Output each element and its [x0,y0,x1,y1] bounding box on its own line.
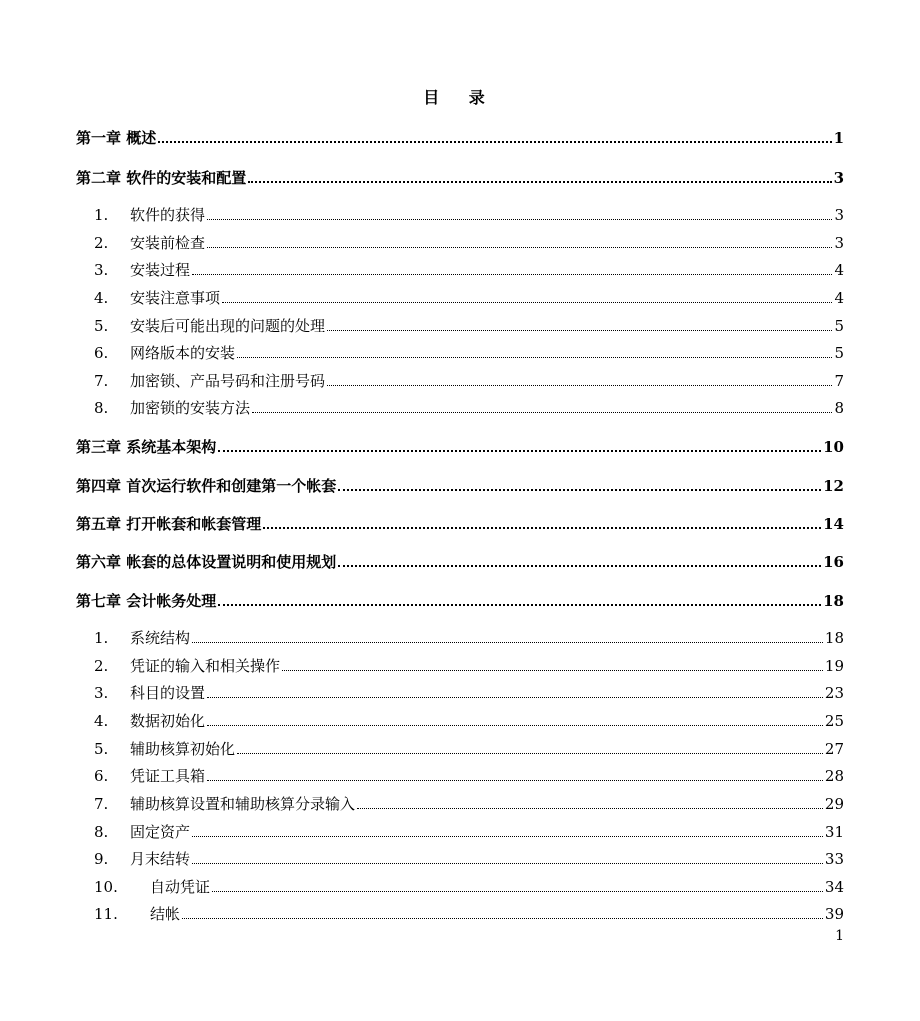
toc-item[interactable] [76,904,844,924]
item-page: 18 [824,629,844,647]
dot-leader [218,438,821,452]
toc-chapter-1[interactable] [76,128,844,148]
dot-leader [212,879,823,892]
dot-leader [282,658,823,671]
item-label: 数据初始化 [130,712,206,730]
item-page: 19 [824,657,844,675]
item-page: 34 [824,878,844,896]
dot-leader [192,851,823,864]
dot-leader [207,713,823,726]
toc-item[interactable] [76,849,844,869]
item-label: 系统结构 [130,629,191,647]
toc-item[interactable] [76,316,844,336]
toc-chapter-4[interactable] [76,476,844,496]
item-page: 3 [834,206,844,224]
toc-chapter-3[interactable] [76,437,844,457]
toc-title: 目 录 [423,88,497,107]
item-label: 科目的设置 [130,684,206,702]
chapter-label: 第六章 帐套的总体设置说明和使用规划 [76,553,337,571]
chapter-page: 10 [823,438,844,456]
dot-leader [237,345,832,358]
item-number: 1. [94,629,109,647]
item-label: 网络版本的安装 [130,344,236,362]
item-label: 安装注意事项 [130,289,221,307]
toc-chapter-5[interactable] [76,514,844,534]
item-number: 2. [94,657,109,675]
toc-item[interactable] [76,711,844,731]
item-page: 29 [824,795,844,813]
item-number: 6. [94,767,109,785]
item-page: 23 [824,684,844,702]
chapter-page: 3 [833,169,844,187]
dot-leader [207,768,823,781]
item-number: 8. [94,823,109,841]
chapter-page: 12 [823,477,844,495]
item-page: 7 [834,372,844,390]
toc-item[interactable] [76,794,844,814]
chapter-label: 第三章 系统基本架构 [76,438,217,456]
item-page: 27 [824,740,844,758]
item-label: 凭证的输入和相关操作 [130,657,281,675]
toc-item[interactable] [76,288,844,308]
item-number: 3. [94,684,109,702]
dot-leader [327,318,832,331]
dot-leader [338,477,821,491]
dot-leader [338,553,821,567]
item-number: 1. [94,206,109,224]
item-number: 2. [94,234,109,252]
item-number: 8. [94,399,109,417]
item-label: 安装后可能出现的问题的处理 [130,317,326,335]
toc-item[interactable] [76,371,844,391]
dot-leader [263,515,821,529]
chapter-page: 16 [823,553,844,571]
toc-item[interactable] [76,260,844,280]
item-number: 9. [94,850,109,868]
toc-item[interactable] [76,398,844,418]
item-label: 凭证工具箱 [130,767,206,785]
page-number-footer: 1 [835,928,844,944]
chapter-label: 第四章 首次运行软件和创建第一个帐套 [76,477,337,495]
item-page: 3 [834,234,844,252]
item-label: 辅助核算初始化 [130,740,236,758]
toc-item[interactable] [76,822,844,842]
item-number: 10. [94,878,118,896]
dot-leader [252,400,832,413]
dot-leader [207,235,832,248]
chapter-label: 第二章 软件的安装和配置 [76,169,247,187]
item-page: 4 [834,261,844,279]
dot-leader [327,373,832,386]
dot-leader [192,824,823,837]
item-number: 5. [94,317,109,335]
chapter-label: 第一章 概述 [76,129,157,147]
item-page: 25 [824,712,844,730]
item-page: 5 [834,344,844,362]
toc-chapter-2[interactable] [76,168,844,188]
item-page: 31 [824,823,844,841]
item-label: 安装前检查 [130,234,206,252]
toc-item[interactable] [76,628,844,648]
item-number: 3. [94,261,109,279]
toc-item[interactable] [76,205,844,225]
toc-item[interactable] [76,766,844,786]
dot-leader [182,906,823,919]
item-page: 33 [824,850,844,868]
chapter-page: 14 [823,515,844,533]
toc-item[interactable] [76,343,844,363]
item-label: 安装过程 [130,261,191,279]
dot-leader [218,592,821,606]
item-number: 11. [94,905,118,923]
dot-leader [222,290,832,303]
chapter-label: 第五章 打开帐套和帐套管理 [76,515,262,533]
item-number: 7. [94,795,109,813]
toc-item[interactable] [76,877,844,897]
toc-item[interactable] [76,656,844,676]
toc-chapter-7[interactable] [76,591,844,611]
item-number: 7. [94,372,109,390]
dot-leader [248,169,831,183]
toc-item[interactable] [76,739,844,759]
dot-leader [207,685,823,698]
chapter-label: 第七章 会计帐务处理 [76,592,217,610]
dot-leader [192,630,823,643]
item-label: 辅助核算设置和辅助核算分录输入 [130,795,356,813]
dot-leader [207,207,832,220]
item-page: 5 [834,317,844,335]
dot-leader [357,796,823,809]
item-label: 加密锁的安装方法 [130,399,251,417]
item-number: 4. [94,289,109,307]
item-page: 28 [824,767,844,785]
item-number: 6. [94,344,109,362]
dot-leader [192,262,832,275]
item-page: 4 [834,289,844,307]
item-label: 加密锁、产品号码和注册号码 [130,372,326,390]
item-label: 固定资产 [130,823,191,841]
item-number: 4. [94,712,109,730]
dot-leader [158,129,831,143]
chapter-page: 1 [833,129,844,147]
item-label: 自动凭证 [150,878,211,896]
toc-item[interactable] [76,683,844,703]
item-page: 39 [824,905,844,923]
toc-chapter-6[interactable] [76,552,844,572]
item-label: 软件的获得 [130,206,206,224]
dot-leader [237,741,823,754]
item-label: 月末结转 [130,850,191,868]
chapter-page: 18 [823,592,844,610]
item-page: 8 [834,399,844,417]
toc-item[interactable] [76,233,844,253]
item-label: 结帐 [150,905,181,923]
item-number: 5. [94,740,109,758]
